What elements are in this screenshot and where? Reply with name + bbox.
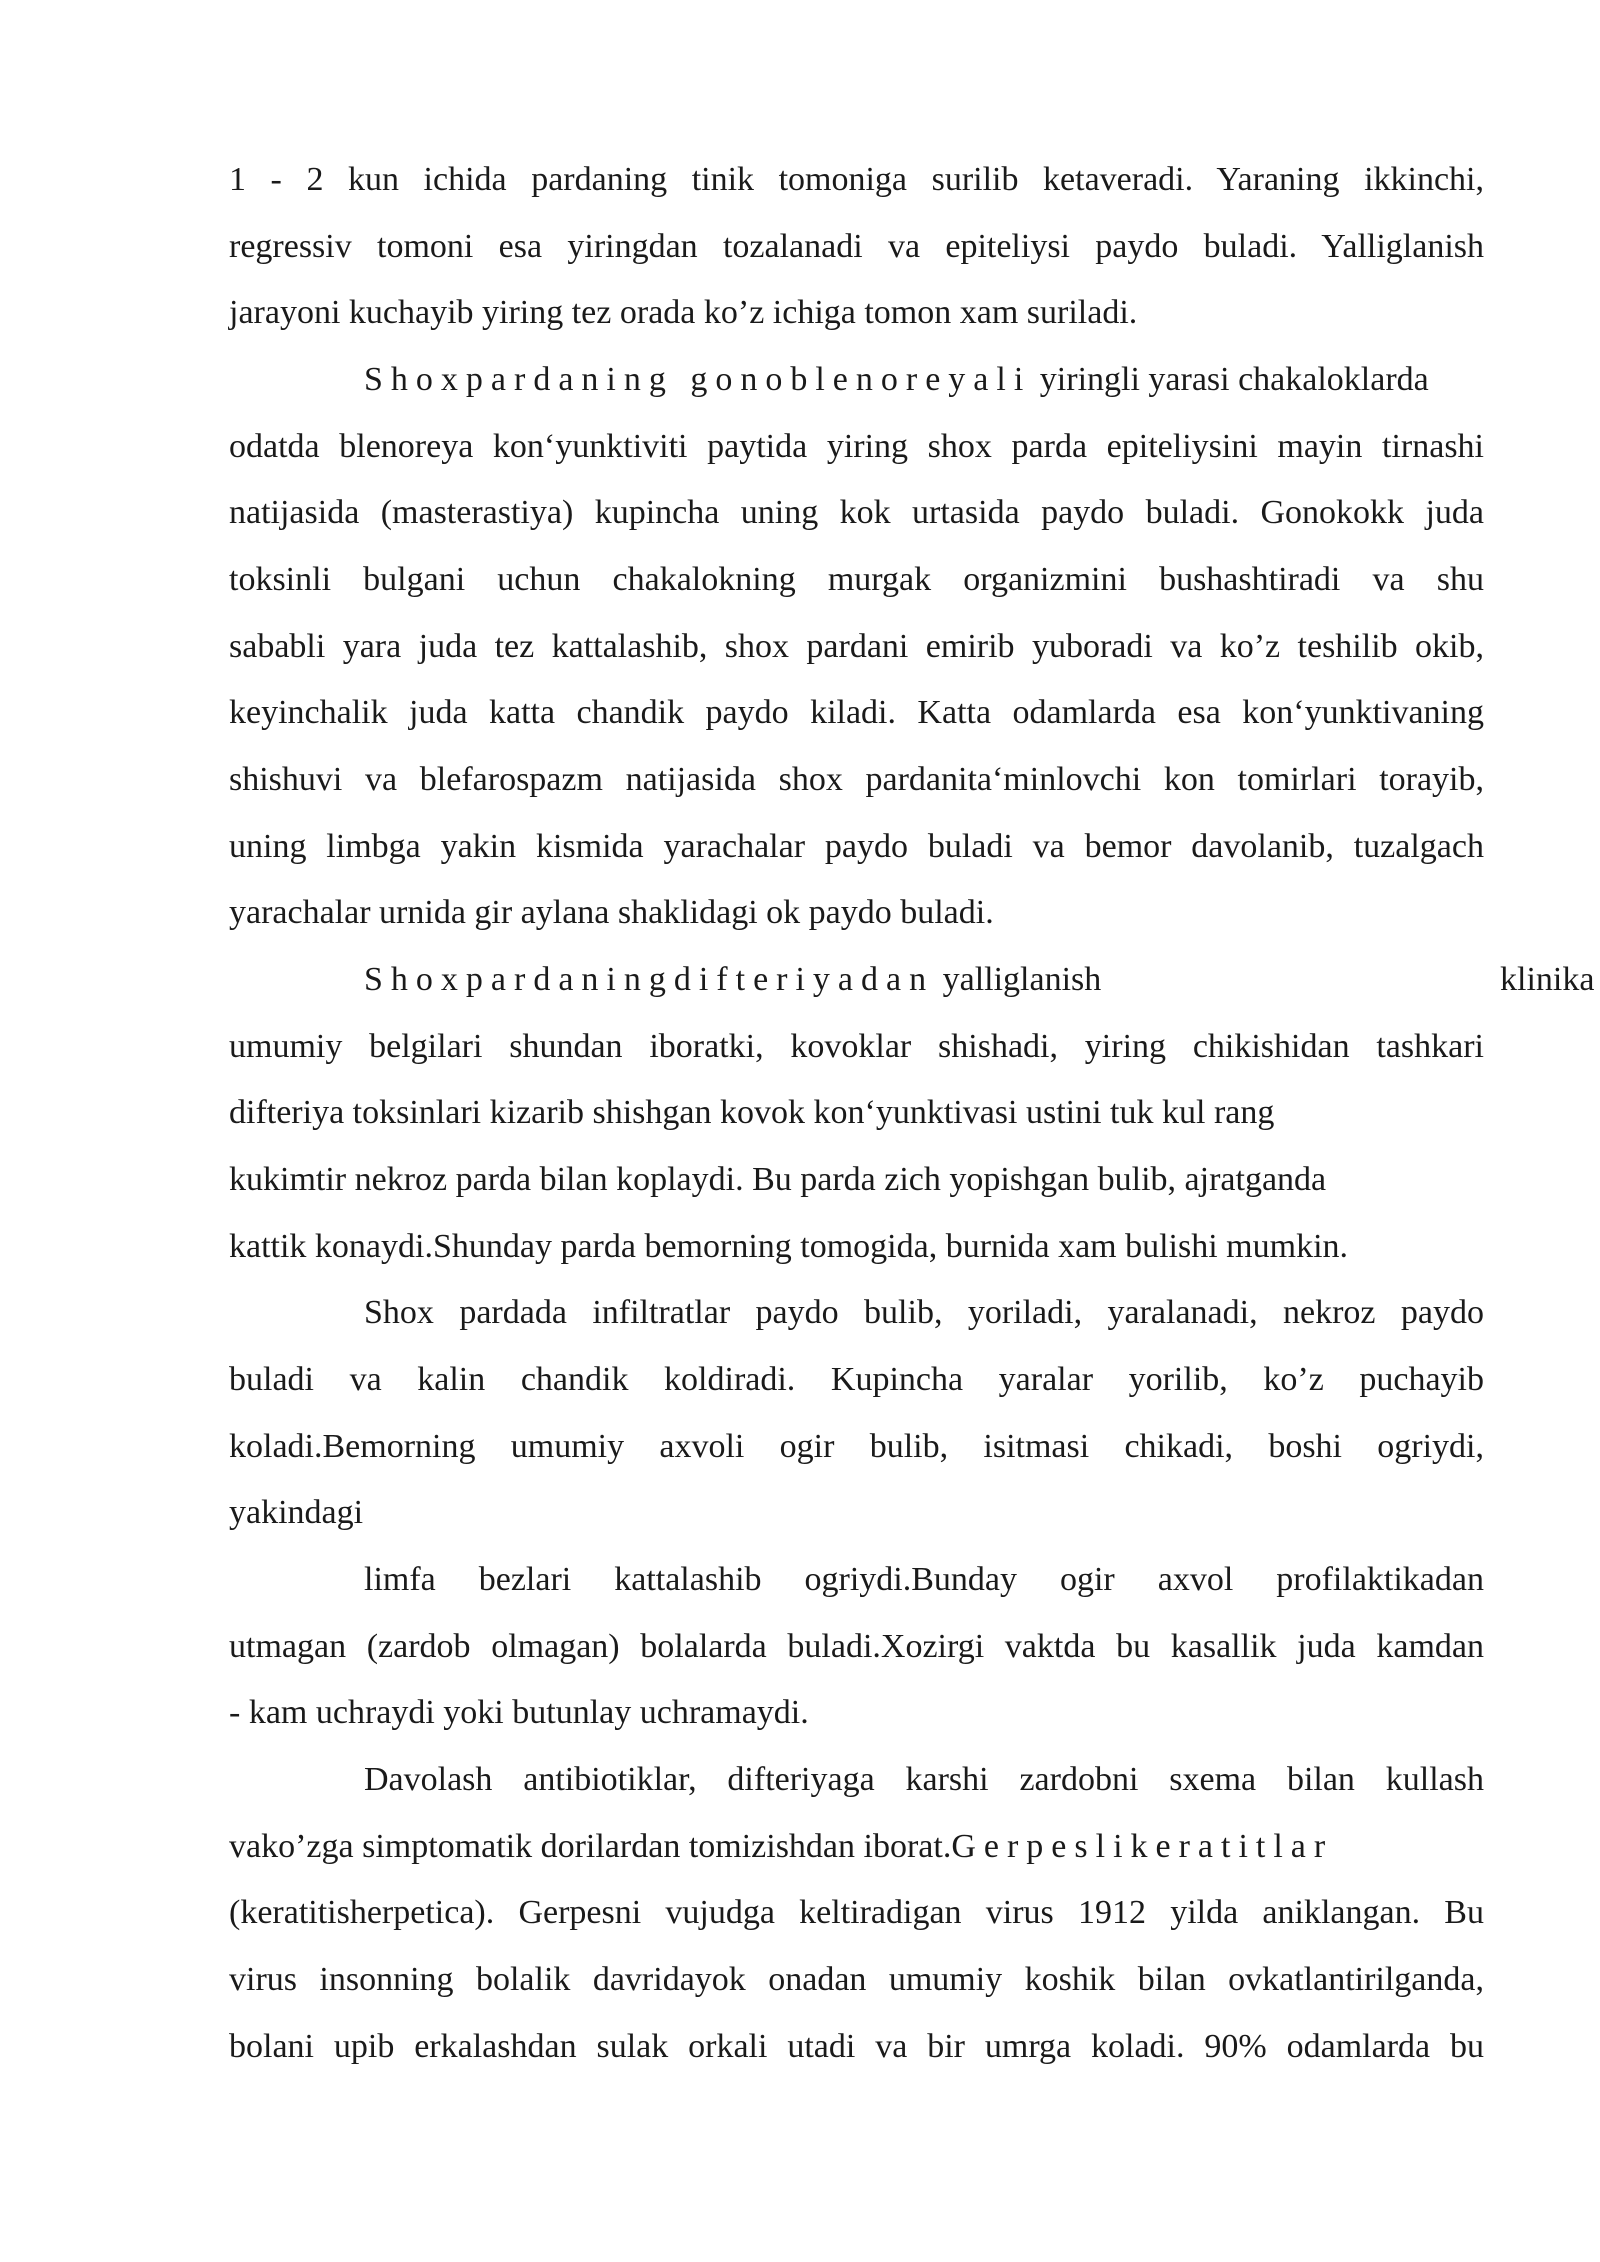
text-line: 1 - 2 kun ichida pardaning tinik tomoniga surilib ketaveradi. Yaraning ikkinchi,: [229, 161, 1484, 198]
text-run: vako’zga simptomatik dorilardan tomizishdan iborat.: [229, 1828, 952, 1865]
text-line: kattik konaydi.Shunday parda bemorning tomogida, burnida xam bulishi mumkin.: [229, 1228, 1349, 1265]
text-line: Davolash antibiotiklar, difteriyaga karshi zardobni sxema bilan kullash: [364, 1761, 1484, 1798]
text-line: uning limbga yakin kismida yarachalar paydo buladi va bemor davolanib, tuzalgach: [229, 828, 1484, 865]
text-line: toksinli bulgani uchun chakalokning murgak organizmini bushashtiradi va shu: [229, 561, 1484, 598]
text-line: sababli yara juda tez kattalashib, shox pardani emirib yuboradi va ko’z teshilib okib,: [229, 628, 1484, 665]
text-line: shishuvi va blefarospazm natijasida shox pardanita‘minlovchi kon tomirlari torayib,: [229, 761, 1484, 798]
text-line: jarayoni kuchayib yiring tez orada ko’z ichiga tomon xam suriladi.: [229, 294, 1138, 331]
text-line: difteriya toksinlari kizarib shishgan kovok kon‘yunktivasi ustini tuk kul rang: [229, 1094, 1275, 1131]
klinika-overflow-text: klinika: [1500, 961, 1595, 998]
text-line: buladi va kalin chandik koldiradi. Kupincha yaralar yorilib, ko’z puchayib: [229, 1361, 1484, 1398]
text-line: limfa bezlari kattalashib ogriydi.Bunday ogir axvol profilaktikadan: [364, 1561, 1484, 1598]
text-line: - kam uchraydi yoki butunlay uchramaydi.: [229, 1694, 809, 1731]
text-line: keyinchalik juda katta chandik paydo kiladi. Katta odamlarda esa kon‘yunktivaning: [229, 694, 1484, 731]
text-line: [229, 1817, 1484, 1877]
text-line: yakindagi: [229, 1494, 364, 1531]
spaced-heading: Shoxpardaning gonoblenoreyali: [364, 361, 1032, 398]
text-line: bolani upib erkalashdan sulak orkali utadi va bir umrga koladi. 90% odamlarda bu: [229, 2028, 1484, 2065]
text-run: yiringli yarasi chakaloklarda: [1039, 361, 1429, 398]
text-line: [364, 350, 1484, 410]
text-line: (keratitisherpetica). Gerpesni vujudga keltiradigan virus 1912 yilda aniklangan. Bu: [229, 1894, 1484, 1931]
text-line: umumiy belgilari shundan iboratki, kovoklar shishadi, yiring chikishidan tashkari: [229, 1028, 1484, 1065]
text-line: utmagan (zardob olmagan) bolalarda buladi.Xozirgi vaktda bu kasallik juda kamdan: [229, 1628, 1484, 1665]
text-line: odatda blenoreya kon‘yunktiviti paytida yiring shox parda epiteliysini mayin tirnashi: [229, 428, 1484, 465]
text-line: koladi.Bemorning umumiy axvoli ogir bulib, isitmasi chikadi, boshi ogriydi,: [229, 1428, 1484, 1465]
text-line: kukimtir nekroz parda bilan koplaydi. Bu parda zich yopishgan bulib, ajratganda: [229, 1161, 1327, 1198]
text-line: [364, 950, 1484, 1010]
text-line: regressiv tomoni esa yiringdan tozalanadi va epiteliysi paydo buladi. Yalliglanish: [229, 228, 1484, 265]
spaced-heading: Shoxpardaningdifteriyadan: [364, 961, 935, 998]
text-line: natijasida (masterastiya) kupincha uning kok urtasida paydo buladi. Gonokokk juda: [229, 494, 1484, 531]
text-line: virus insonning bolalik davridayok onadan umumiy koshik bilan ovkatlantirilganda,: [229, 1961, 1484, 1998]
text-run: yalliglanish: [942, 961, 1102, 998]
spaced-heading: Gerpeslikeratitlar: [951, 1828, 1334, 1865]
text-line: yarachalar urnida gir aylana shaklidagi ok paydo buladi.: [229, 894, 994, 931]
text-line: Shox pardada infiltratlar paydo bulib, yoriladi, yaralanadi, nekroz paydo: [364, 1294, 1484, 1331]
